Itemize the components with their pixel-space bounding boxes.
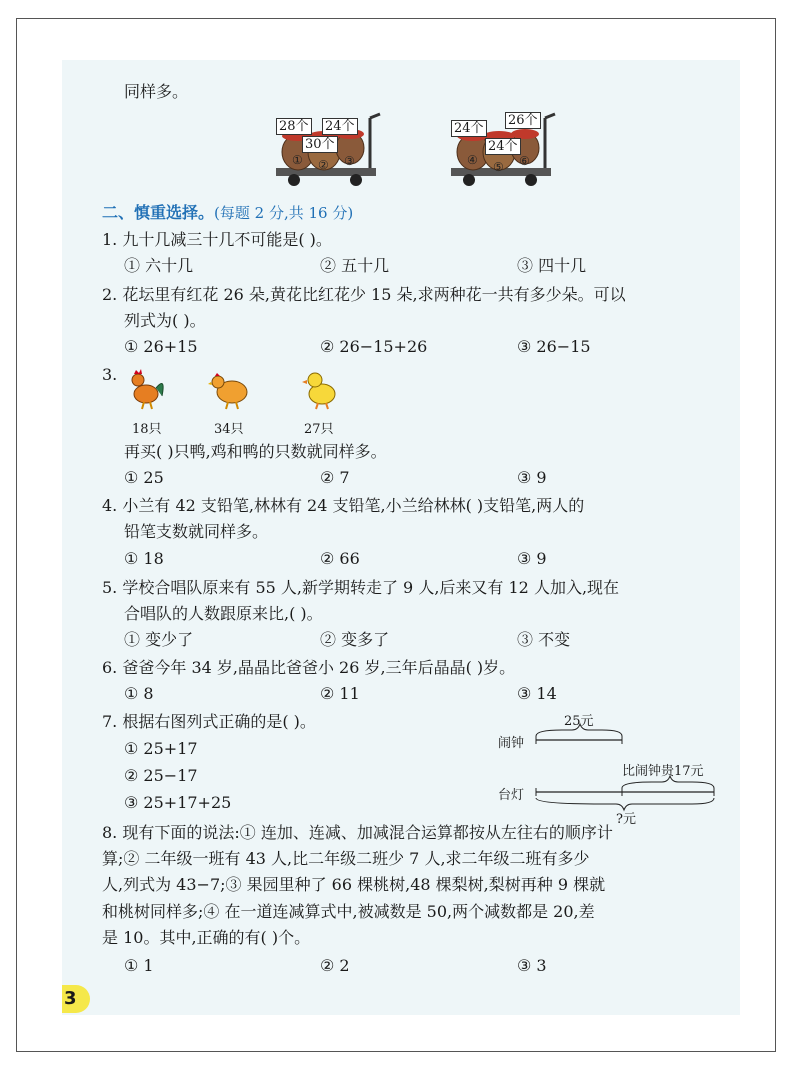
q8-line-5: 是 10。其中,正确的有( )个。 bbox=[102, 928, 311, 947]
cart-illustration-1 bbox=[272, 108, 392, 193]
diagram-row1-label: 闹钟 bbox=[498, 736, 525, 751]
cart1-number-3: ③ bbox=[344, 154, 355, 168]
q3-number: 3. bbox=[102, 365, 118, 384]
q7-option-1: ① 25+17 bbox=[124, 739, 198, 758]
q3-option-3: ③ 9 bbox=[517, 468, 547, 487]
section-title: 二、慎重选择。 bbox=[102, 203, 215, 222]
q6-option-2: ② 11 bbox=[320, 684, 360, 703]
q3-option-1: ① 25 bbox=[124, 468, 164, 487]
q3-count-2: 34只 bbox=[214, 422, 244, 437]
q8-option-1: ① 1 bbox=[124, 956, 154, 975]
q8-line-3: 人,列式为 43−7;③ 果园里种了 66 棵桃树,48 棵梨树,梨树再种 9 棵就 bbox=[102, 875, 606, 894]
cart1-number-2: ② bbox=[318, 158, 329, 172]
q8-option-3: ③ 3 bbox=[517, 956, 547, 975]
diagram-row1-value: 25元 bbox=[564, 714, 594, 729]
q5-option-2: ② 变多了 bbox=[320, 630, 390, 649]
cart2-label-2: 26个 bbox=[505, 112, 541, 129]
q7-stem: 7. 根据右图列式正确的是( )。 bbox=[102, 712, 316, 731]
cart1-label-3: 30个 bbox=[302, 136, 338, 153]
q2-option-2: ② 26−15+26 bbox=[320, 337, 428, 356]
q4-option-1: ① 18 bbox=[124, 549, 164, 568]
q8-line-1: 8. 现有下面的说法:① 连加、连减、加减混合运算都按从左往右的顺序计 bbox=[102, 823, 613, 842]
cart1-label-1: 28个 bbox=[276, 118, 312, 135]
q1-option-3: ③ 四十几 bbox=[517, 256, 587, 275]
page-number: 3 bbox=[62, 985, 90, 1013]
q6-option-1: ① 8 bbox=[124, 684, 154, 703]
rooster-icon bbox=[126, 368, 168, 410]
q8-option-2: ② 2 bbox=[320, 956, 350, 975]
cart2-number-3: ⑥ bbox=[519, 154, 530, 168]
q5-line-2: 合唱队的人数跟原来比,( )。 bbox=[124, 604, 323, 623]
q1-option-2: ② 五十几 bbox=[320, 256, 390, 275]
diagram-total-label: ?元 bbox=[616, 812, 636, 827]
cart1-label-2: 24个 bbox=[322, 118, 358, 135]
section-note: (每题 2 分,共 16 分) bbox=[214, 204, 354, 222]
worksheet-page bbox=[62, 60, 740, 1015]
q5-option-3: ③ 不变 bbox=[517, 630, 571, 649]
q1-stem: 1. 九十几减三十几不可能是( )。 bbox=[102, 230, 332, 249]
q4-option-2: ② 66 bbox=[320, 549, 360, 568]
line-segment-diagram bbox=[492, 708, 732, 827]
q1-option-1: ① 六十几 bbox=[124, 256, 194, 275]
q2-option-3: ③ 26−15 bbox=[517, 337, 591, 356]
q5-line-1: 5. 学校合唱队原来有 55 人,新学期转走了 9 人,后来又有 12 人加入,现在 bbox=[102, 578, 620, 597]
q7-option-3: ③ 25+17+25 bbox=[124, 793, 232, 812]
q4-option-3: ③ 9 bbox=[517, 549, 547, 568]
q7-option-2: ② 25−17 bbox=[124, 766, 198, 785]
top-text: 同样多。 bbox=[124, 82, 189, 101]
q6-option-3: ③ 14 bbox=[517, 684, 557, 703]
q3-count-3: 27只 bbox=[304, 422, 334, 437]
q4-line-2: 铅笔支数就同样多。 bbox=[124, 522, 269, 541]
section-heading bbox=[102, 203, 353, 223]
q2-line-1: 2. 花坛里有红花 26 朵,黄花比红花少 15 朵,求两种花一共有多少朵。可以 bbox=[102, 285, 626, 304]
q3-stem: 再买( )只鸭,鸡和鸭的只数就同样多。 bbox=[124, 442, 387, 461]
cart2-number-2: ⑤ bbox=[493, 160, 504, 174]
cart-illustration-2 bbox=[447, 108, 567, 193]
diagram-row2-label: 台灯 bbox=[498, 788, 525, 803]
q6-stem: 6. 爸爸今年 34 岁,晶晶比爸爸小 26 岁,三年后晶晶( )岁。 bbox=[102, 658, 516, 677]
hen-icon bbox=[208, 368, 252, 410]
q8-line-2: 算;② 二年级一班有 43 人,比二年级二班少 7 人,求二年级二班有多少 bbox=[102, 849, 590, 868]
duck-icon bbox=[302, 368, 342, 410]
q3-count-1: 18只 bbox=[132, 422, 162, 437]
q5-option-1: ① 变少了 bbox=[124, 630, 194, 649]
cart1-number-1: ① bbox=[292, 153, 303, 167]
q2-option-1: ① 26+15 bbox=[124, 337, 198, 356]
cart2-label-1: 24个 bbox=[451, 120, 487, 137]
diagram-diff-label: 比闹钟贵17元 bbox=[622, 764, 704, 779]
q4-line-1: 4. 小兰有 42 支铅笔,林林有 24 支铅笔,小兰给林林( )支铅笔,两人的 bbox=[102, 496, 585, 515]
q3-option-2: ② 7 bbox=[320, 468, 350, 487]
q2-line-2: 列式为( )。 bbox=[124, 311, 206, 330]
cart2-number-1: ④ bbox=[467, 153, 478, 167]
cart2-label-3: 24个 bbox=[485, 138, 521, 155]
q8-line-4: 和桃树同样多;④ 在一道连减算式中,被减数是 50,两个减数都是 20,差 bbox=[102, 902, 595, 921]
